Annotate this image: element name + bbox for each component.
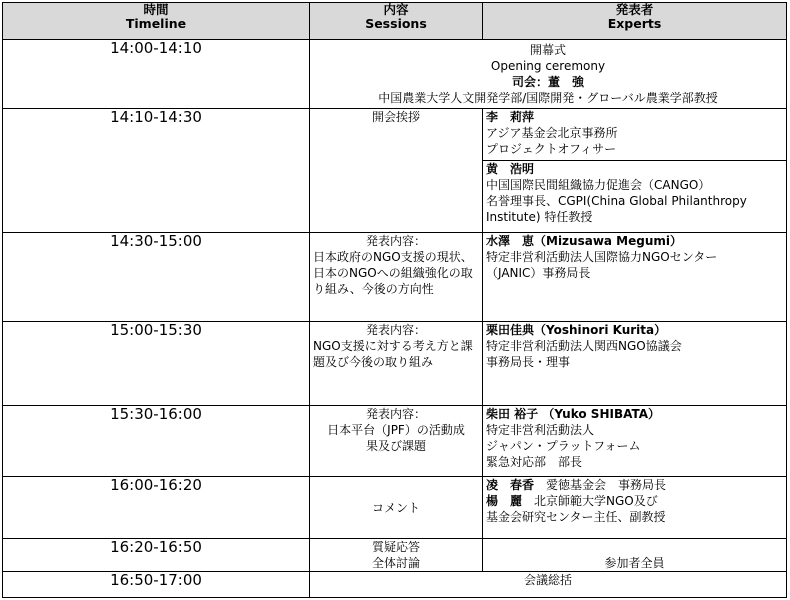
session-heading: 発表内容： (365, 323, 426, 337)
expert-affiliation: 特定非営利活動法人関西NGO協議会 (486, 339, 682, 353)
table-row (3, 233, 787, 322)
header-sessions-ja: 内容 (383, 2, 409, 17)
session-cell (310, 322, 483, 406)
expert-cell (483, 322, 787, 406)
expert-affiliation: アジア基金会北京事務所 (486, 126, 618, 140)
expert-affiliation: 中国国際民間組織協力促進会（CANGO） (486, 178, 711, 192)
session-cell (310, 406, 483, 477)
expert-cell (483, 233, 787, 322)
header-experts (483, 3, 787, 40)
expert-title: 基金会研究センター主任、副教授 (486, 510, 666, 524)
expert-name: 黄 浩明 (486, 162, 535, 176)
time-cell: 14:00-14:10 (3, 40, 310, 109)
session-description: 果及び課題 (365, 439, 426, 453)
header-experts-en: Experts (607, 16, 662, 31)
session-cell: 開会挨拶 (310, 109, 483, 233)
expert-affiliation: 特定非営利活動法人 (486, 423, 595, 437)
expert-cell (483, 161, 787, 233)
expert-cell (483, 109, 787, 161)
time-cell: 16:20-16:50 (3, 539, 310, 572)
header-sessions (310, 3, 483, 40)
expert-title: プロジェクトオフィサー (486, 142, 617, 156)
table-row (3, 406, 787, 477)
expert-title: Institute) 特任教授 (486, 210, 593, 224)
session-description: 日本政府のNGO支援の現状、日本のNGOへの組織強化の取り組み、今後の方向性 (313, 250, 473, 296)
session-description: 質疑応答 (371, 540, 420, 554)
expert-name: 栗田佳典（Yoshinori Kurita） (486, 323, 667, 337)
session-description: 全体討論 (371, 556, 420, 570)
expert-name: 柴田 裕子 （Yuko SHIBATA） (486, 407, 660, 421)
session-cell (310, 539, 483, 572)
expert-cell (483, 406, 787, 477)
session-description: 日本平台（JPF）の活動成 (327, 423, 465, 437)
time-cell: 15:00-15:30 (3, 322, 310, 406)
header-sessions-en: Sessions (365, 16, 427, 31)
table-row (3, 572, 787, 598)
expert-affiliation: 特定非営利活動法人国際協力NGOセンター (486, 250, 718, 264)
expert-affiliation: 愛徳基金会 事務局長 (546, 478, 667, 492)
table-row (3, 40, 787, 109)
header-time (3, 3, 310, 40)
expert-name: 楊 麗 (486, 494, 523, 508)
header-time-en: Timeline (125, 16, 187, 31)
expert-affiliation: 北京師範大学NGO及び (534, 494, 658, 508)
header-experts-ja: 発表者 (615, 2, 654, 17)
time-cell: 16:50-17:00 (3, 572, 310, 598)
expert-title: 事務局長・理事 (486, 355, 571, 369)
time-cell: 16:00-16:20 (3, 477, 310, 539)
expert-title: 名誉理事長、CGPI(China Global Philanthropy (486, 194, 747, 208)
expert-name: 水澤 恵（Mizusawa Megumi） (486, 234, 683, 248)
expert-name: 凌 春香 (486, 478, 535, 492)
session-cell (310, 233, 483, 322)
moderator-name: 司会：董 強 (511, 75, 584, 89)
opening-cell (310, 40, 787, 109)
session-cell: コメント (310, 477, 483, 539)
table-row (3, 109, 787, 161)
expert-title: 緊急対応部 部長 (486, 455, 583, 469)
session-heading: 発表内容： (365, 234, 426, 248)
expert-name: 李 莉萍 (486, 110, 535, 124)
opening-title-ja: 開幕式 (529, 43, 566, 57)
closing-cell: 会議総括 (310, 572, 787, 598)
schedule-table (2, 2, 787, 598)
time-cell: 14:10-14:30 (3, 109, 310, 233)
table-row (3, 477, 787, 539)
expert-title: （JANIC）事務局長 (486, 266, 591, 280)
session-description: NGO支援に対する考え方と課題及び今後の取り組み (313, 339, 473, 369)
time-cell: 15:30-16:00 (3, 406, 310, 477)
header-row (3, 3, 787, 40)
expert-affiliation: ジャパン・プラットフォーム (486, 439, 641, 453)
opening-title-en: Opening ceremony (490, 59, 606, 73)
table-row (3, 322, 787, 406)
table-row (3, 539, 787, 572)
session-heading: 発表内容： (365, 407, 426, 421)
moderator-affiliation: 中国農業大学人文開発学部/国際開発・グローバル農業学部教授 (378, 91, 718, 105)
expert-cell: 参加者全員 (483, 539, 787, 572)
expert-cell (483, 477, 787, 539)
header-time-ja: 時間 (143, 2, 169, 17)
time-cell: 14:30-15:00 (3, 233, 310, 322)
